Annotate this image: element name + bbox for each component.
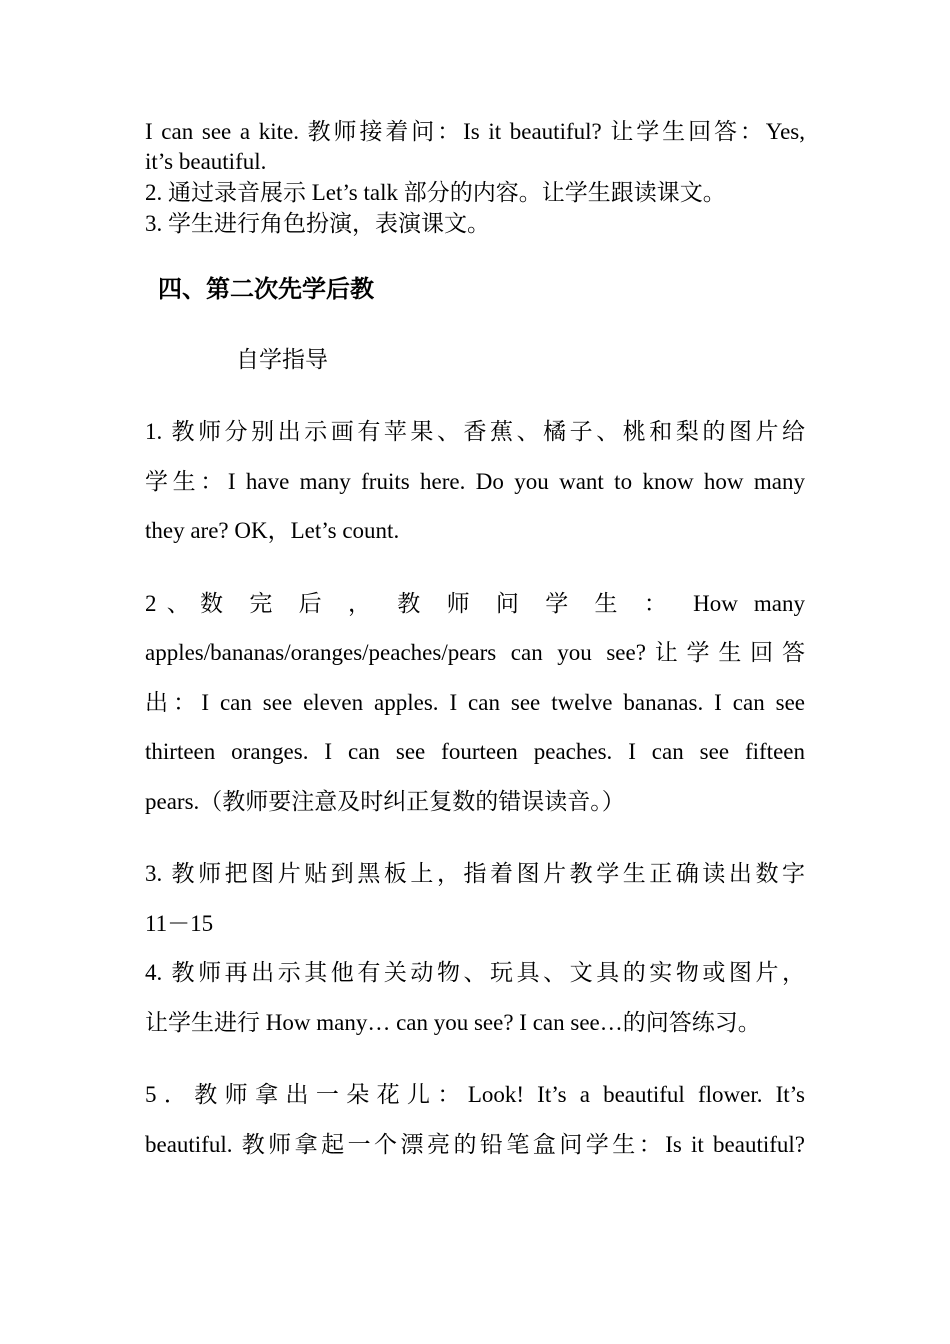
paragraph-line: beautiful. 教师拿起一个漂亮的铅笔盒问学生：Is it beautiful? <box>145 1132 805 1157</box>
text-line: 2. 通过录音展示 Let’s talk 部分的内容。让学生跟读课文。 <box>145 180 726 205</box>
paragraph-line: 出：I can see eleven apples. I can see twelve bananas. I can see <box>145 690 805 715</box>
paragraph-line: 让学生进行 How many… can you see? I can see…的问答练习。 <box>145 1010 761 1035</box>
paragraph-line: thirteen oranges. I can see fourteen peaches. I can see fifteen <box>145 739 805 764</box>
sub-heading: 自学指导 <box>236 347 328 372</box>
paragraph-line: pears.（教师要注意及时纠正复数的错误读音。） <box>145 789 625 814</box>
paragraph-line: apples/bananas/oranges/peaches/pears can you see?让学生回答 <box>145 640 805 665</box>
paragraph-line: 2、数 完 后 ， 教 师 问 学 生 ： How many <box>145 591 805 616</box>
paragraph-line: 学生：I have many fruits here. Do you want to know how many <box>145 469 805 494</box>
paragraph-line: 5．教师拿出一朵花儿：Look! It’s a beautiful flower. It’s <box>145 1082 805 1107</box>
text-line: 3. 学生进行角色扮演，表演课文。 <box>145 211 490 236</box>
paragraph-line: 4. 教师再出示其他有关动物、玩具、文具的实物或图片， <box>145 960 805 985</box>
text-line: I can see a kite. 教师接着问：Is it beautiful? 让学生回答：Yes, <box>145 119 805 144</box>
paragraph-line: they are? OK，Let’s count. <box>145 518 400 543</box>
paragraph-line: 1. 教师分别出示画有苹果、香蕉、橘子、桃和梨的图片给 <box>145 419 805 444</box>
paragraph-line: 11－15 <box>145 911 214 936</box>
section-heading: 四、第二次先学后教 <box>158 275 374 303</box>
paragraph-line: 3. 教师把图片贴到黑板上，指着图片教学生正确读出数字 <box>145 861 805 886</box>
text-line: it’s beautiful. <box>145 149 267 174</box>
